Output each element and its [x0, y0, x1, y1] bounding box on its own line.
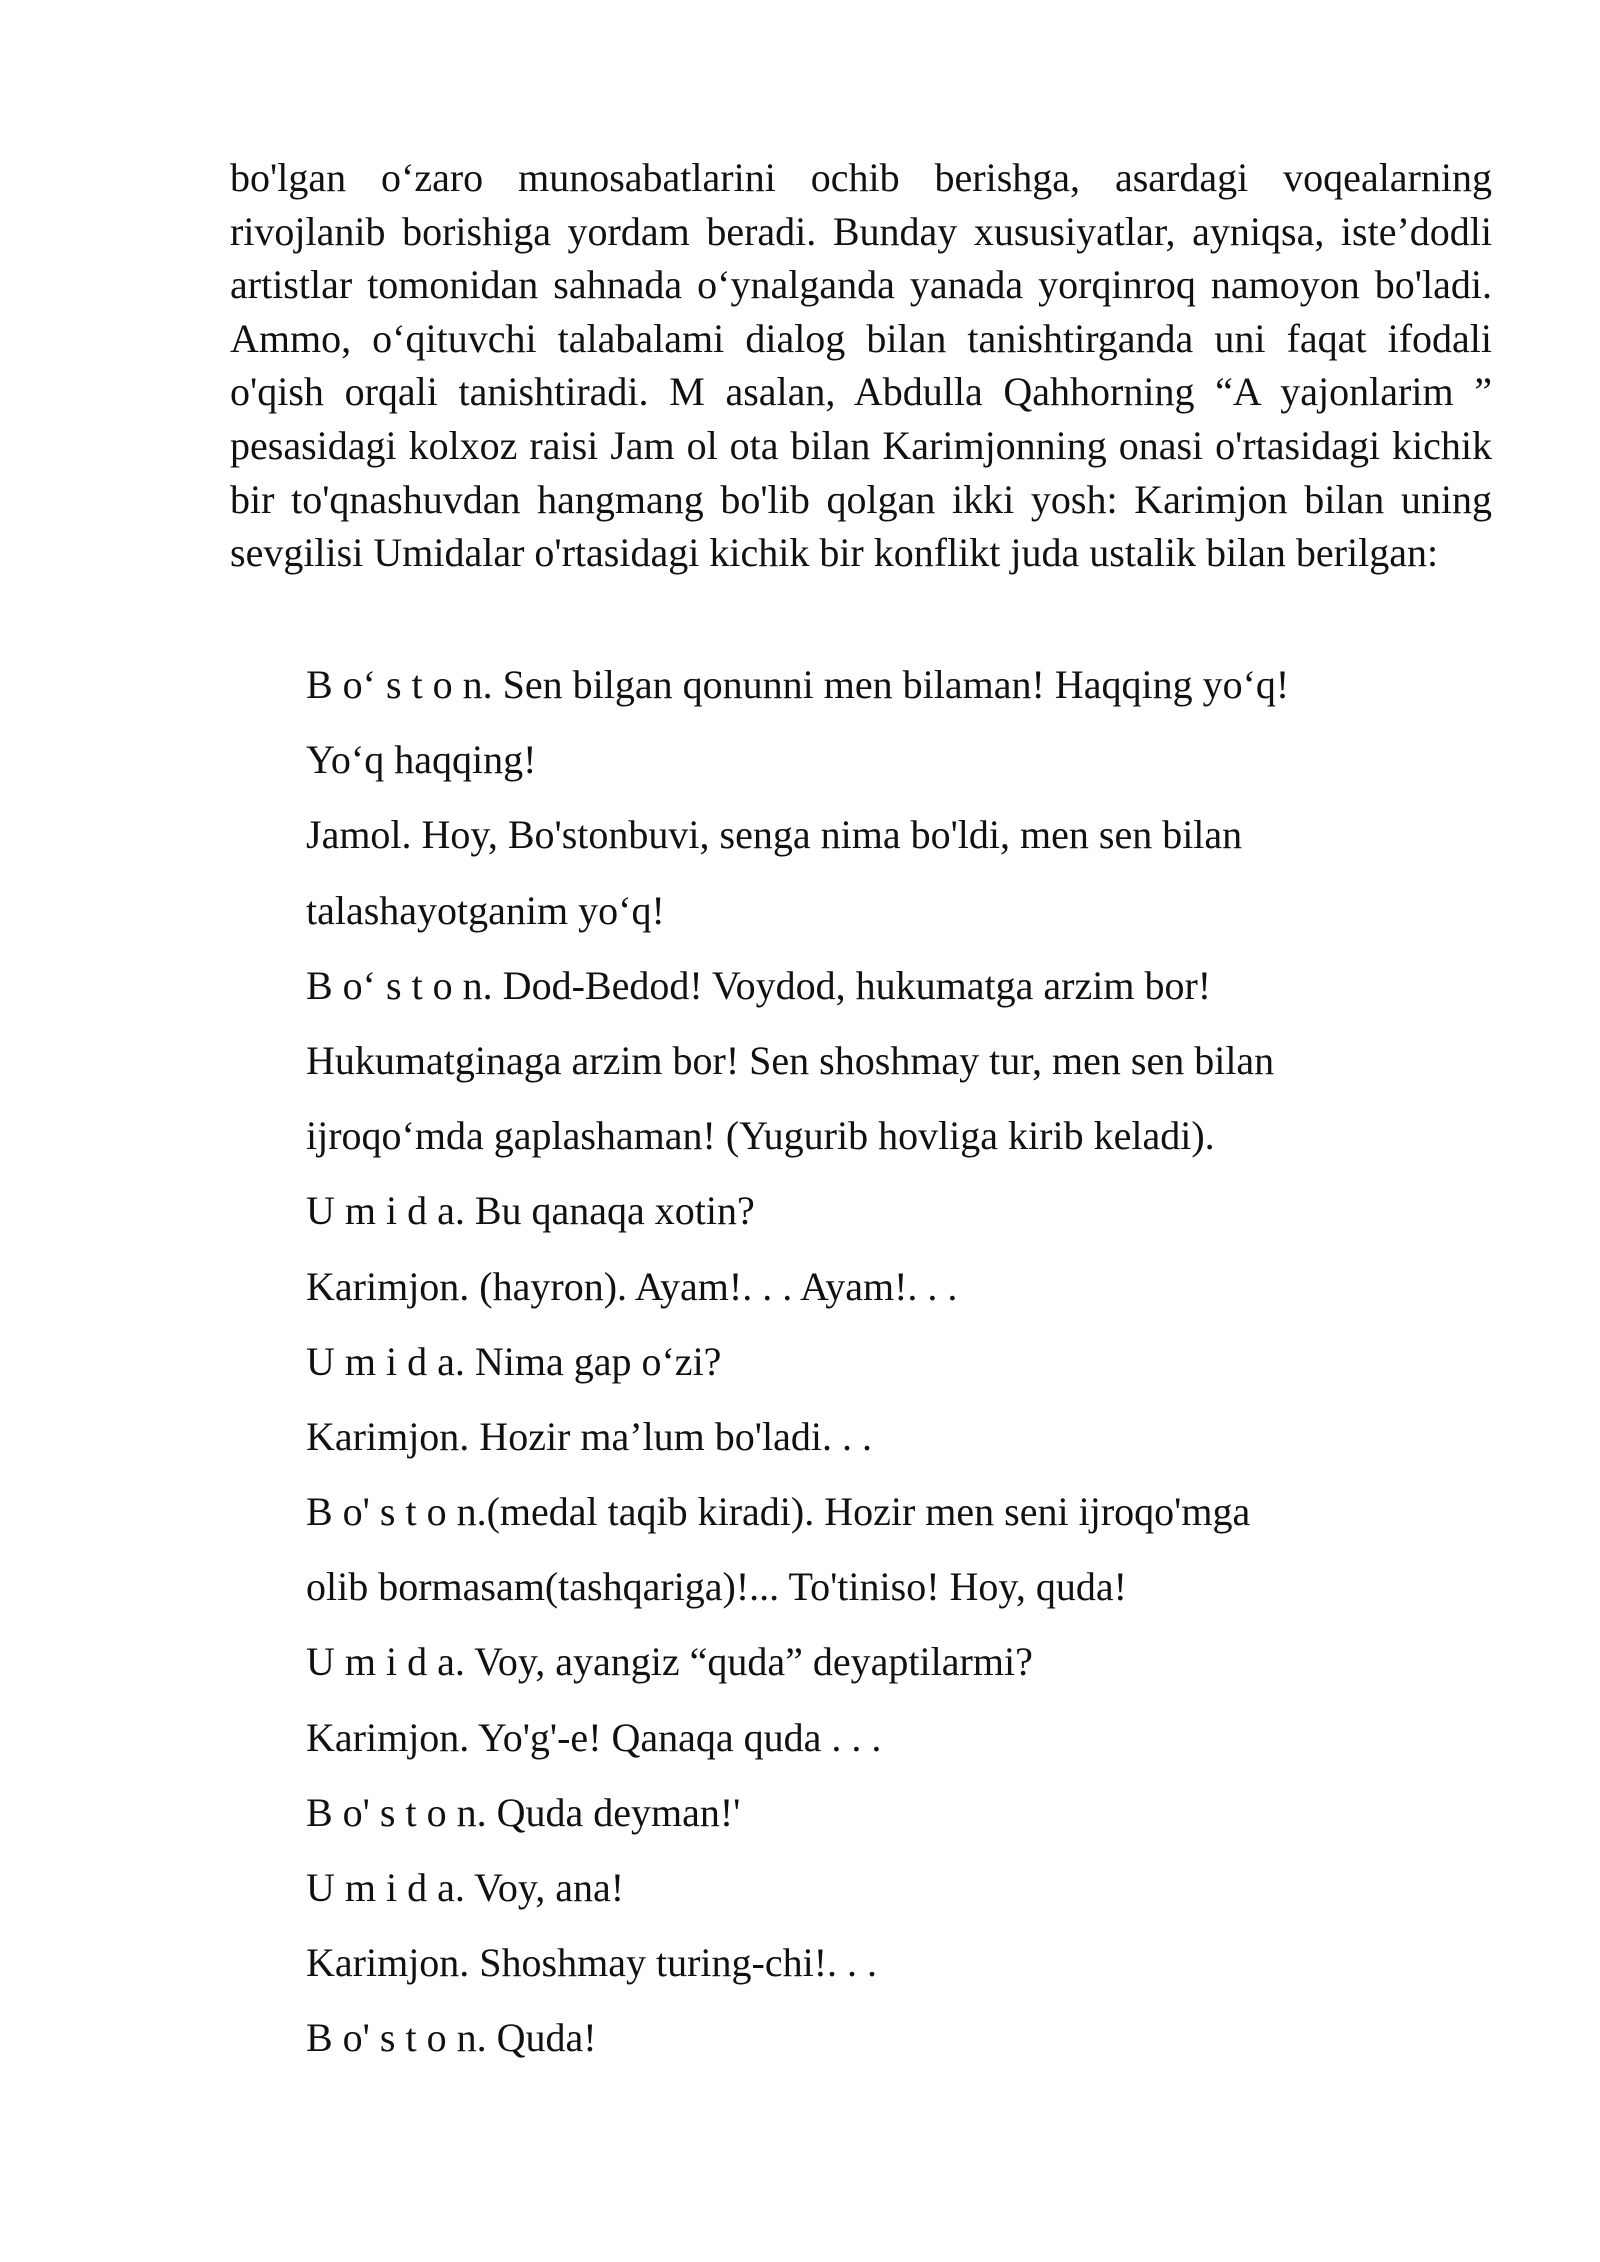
- dialog-line: ijroqo‘mda gaplashaman! (Yugurib hovliga kirib keladi).: [306, 1113, 1215, 1159]
- dialog-line: Karimjon. Yo'g'-e! Qanaqa quda . . .: [306, 1714, 882, 1760]
- dialog-block: [306, 655, 1506, 2084]
- dialog-line: U m i d a. Nima gap o‘zi?: [306, 1338, 722, 1384]
- dialog-line: B o' s t o n. Quda!: [306, 2015, 597, 2061]
- dialog-line: U m i d a. Bu qanaqa xotin?: [306, 1188, 755, 1234]
- dialog-line: U m i d a. Voy, ana!: [306, 1865, 625, 1910]
- dialog-line: Yo‘q haqqing!: [306, 737, 537, 783]
- dialog-line: U m i d a. Voy, ayangiz “quda” deyaptilarmi?: [306, 1639, 1033, 1685]
- dialog-line: olib bormasam(tashqariga)!... To'tiniso! Hoy, quda!: [306, 1564, 1127, 1610]
- dialog-line: Hukumatginaga arzim bor! Sen shoshmay tur, men sen bilan: [306, 1037, 1275, 1083]
- dialog-line: Jamol. Hoy, Bo'stonbuvi, senga nima bo'ldi, men sen bilan: [306, 812, 1243, 858]
- dialog-line: B o' s t o n. Quda deyman!': [306, 1789, 741, 1835]
- intro-paragraph: bo'lgan o‘zaro munosabatlarini ochib berishga, asardagi voqealarning rivojlanib borishiga yordam beradi. Bunday xususiyatlar, ayniqsa, iste’dodli artistlar tomonidan sahnada o‘ynalganda yanada yorqinroq namoyon bo'ladi. Ammo, o‘qituvchi talabalami dialog bilan tanishtirganda uni faqat ifodali o'qish orqali tanishtiradi. M asalan, Abdulla Qahhorning “A yajonlarim ” pesasidagi kolxoz raisi Jam ol ota bilan Karimjonning onasi o'rtasidagi kichik bir to'qnashuvdan hangmang bo'lib qolgan ikki yosh: Karimjon bilan uning sevgilisi Umidalar o'rtasidagi kichik bir konflikt juda ustalik bilan berilgan:: [230, 155, 1492, 576]
- dialog-line: talashayotganim yo‘q!: [306, 887, 665, 933]
- dialog-line: Karimjon. Shoshmay turing-chi!. . .: [306, 1940, 878, 1986]
- dialog-line: Karimjon. Hozir ma’lum bo'ladi. . .: [306, 1413, 872, 1459]
- dialog-line: Karimjon. (hayron). Ayam!. . . Ayam!. . .: [306, 1263, 958, 1309]
- dialog-line: B o‘ s t o n. Sen bilgan qonunni men bilaman! Haqqing yo‘q!: [306, 662, 1290, 707]
- dialog-line: B o' s t o n.(medal taqib kiradi). Hozir men seni ijroqo'mga: [306, 1489, 1251, 1535]
- dialog-line: B o‘ s t o n. Dod-Bedod! Voydod, hukumatga arzim bor!: [306, 962, 1212, 1008]
